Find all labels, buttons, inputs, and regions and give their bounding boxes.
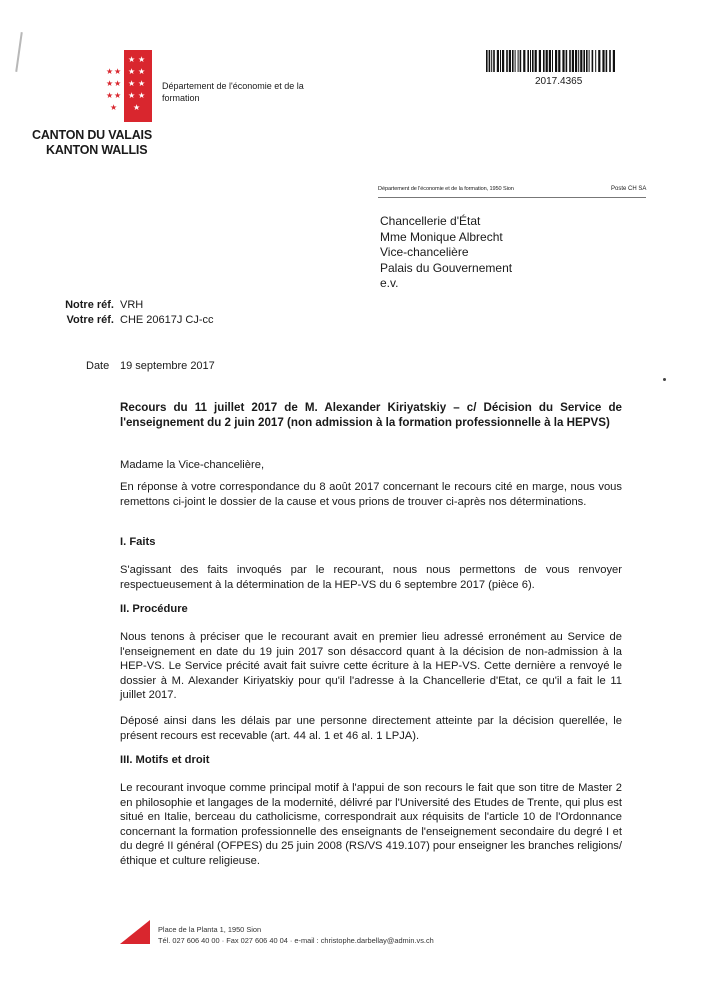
date-row [86, 360, 215, 372]
svg-text:★: ★ [106, 79, 114, 88]
svg-text:★: ★ [138, 91, 146, 100]
svg-text:★: ★ [138, 79, 146, 88]
svg-text:★: ★ [106, 67, 114, 76]
sender-line: Département de l'économie et de la formation, 1950 Sion [378, 186, 514, 192]
canton-name [32, 128, 152, 158]
recipient-line: Palais du Gouvernement [380, 260, 513, 275]
canton-fr: CANTON DU VALAIS [32, 128, 152, 142]
svg-text:★: ★ [128, 79, 136, 88]
section-heading-faits: I. Faits [120, 536, 156, 548]
scan-artifact [15, 32, 23, 72]
votre-ref-value: CHE 20617J CJ-cc [120, 313, 214, 326]
canton-de: KANTON WALLIS [46, 143, 148, 157]
salutation: Madame la Vice-chancelière, [120, 459, 265, 471]
footer-phone-email: Tél. 027 606 40 00 · Fax 027 606 40 04 · e-mail : christophe.darbellay@admin.vs.ch [158, 936, 434, 945]
votre-ref-row [60, 313, 214, 328]
references [60, 298, 214, 327]
poste-label: Poste CH SA [611, 186, 647, 192]
notre-ref-label: Notre réf. [65, 299, 114, 311]
recipient-line: e.v. [380, 276, 399, 290]
paragraph-procedure: Nous tenons à préciser que le recourant avait en premier lieu adressé erronément au Service de l'enseignement en date du 19 juin 2017 son désaccord quant à la décision de non-admission à la HEP-VS. Le Service précité avait fait suivre cette écriture à la HEP-VS. Cette dernière a renvoyé le dossier à M. Alexander Kiriyatskiy pour qu'il l'adresse à la Chancellerie d'Etat, ce qu'il a fait le 11 juillet 2017. [120, 631, 622, 702]
date-value: 19 septembre 2017 [120, 360, 215, 372]
recipient-line: Vice-chancelière [380, 245, 469, 259]
valais-flag-icon [106, 50, 152, 122]
sender-rule [378, 197, 646, 198]
barcode [486, 50, 618, 72]
paragraph-motifs: Le recourant invoque comme principal motif à l'appui de son recours le fait que son titre de Master 2 en philosophie et langages de la modernité, délivré par l'Université des Etudes de Trente, qui plus est situé en Italie, berceau du catholicisme, correspondrait aux réquisits de l'article 10 de l'Ordonnance concernant la formation professionnelle des enseignants de l'enseignement secondaire du degré I et du degré II général (OFPES) du 25 juin 2008 (RS/VS 419.107) pour enseigner les branches religions/éthique et culture religieuse. [120, 782, 622, 867]
date-label: Date [86, 360, 110, 372]
notre-ref-row [60, 298, 214, 313]
paragraph-recevabilite: Déposé ainsi dans les délais par une personne directement atteinte par la décision querellée, le présent recours est recevable (art. 44 al. 1 et 46 al. 1 LPJA). [120, 715, 622, 742]
footer-address: Place de la Planta 1, 1950 Sion [158, 925, 262, 934]
votre-ref-label: Votre réf. [66, 313, 114, 326]
svg-text:★: ★ [114, 79, 122, 88]
svg-text:★: ★ [138, 67, 146, 76]
svg-text:★: ★ [128, 91, 136, 100]
svg-text:★: ★ [138, 55, 146, 64]
footer-triangle-icon [120, 920, 150, 944]
svg-text:★: ★ [110, 103, 118, 112]
department-name: Département de l'économie et de la formation [162, 81, 304, 103]
notre-ref-value: VRH [120, 299, 144, 311]
svg-text:★: ★ [128, 55, 136, 64]
section-heading-procedure: II. Procédure [120, 603, 188, 615]
svg-text:★: ★ [114, 67, 122, 76]
svg-text:★: ★ [106, 91, 114, 100]
recipient-line: Chancellerie d'État [380, 214, 481, 228]
section-heading-motifs: III. Motifs et droit [120, 754, 210, 766]
scan-speck [663, 378, 666, 381]
svg-text:★: ★ [128, 67, 136, 76]
recipient-address [380, 214, 512, 292]
svg-text:★: ★ [114, 91, 122, 100]
recipient-line: Mme Monique Albrecht [380, 229, 503, 244]
paragraph-faits: S'agissant des faits invoqués par le recourant, nous nous permettons de vous renvoyer respectueusement à la détermination de la HEP-VS du 6 septembre 2017 (pièce 6). [120, 564, 622, 591]
footer-contact [158, 924, 434, 946]
barcode-number: 2017.4365 [535, 76, 583, 87]
svg-text:★: ★ [133, 103, 141, 112]
letter-subject: Recours du 11 juillet 2017 de M. Alexander Kiriyatskiy – c/ Décision du Service de l'enseignement du 2 juin 2017 (non admission à la formation professionnelle à la HEPVS) [120, 401, 622, 429]
paragraph-intro: En réponse à votre correspondance du 8 août 2017 concernant le recours cité en marge, nous vous remettons ci-joint le dossier de la cause et vous prions de trouver ci-après nos déterminations. [120, 481, 622, 508]
